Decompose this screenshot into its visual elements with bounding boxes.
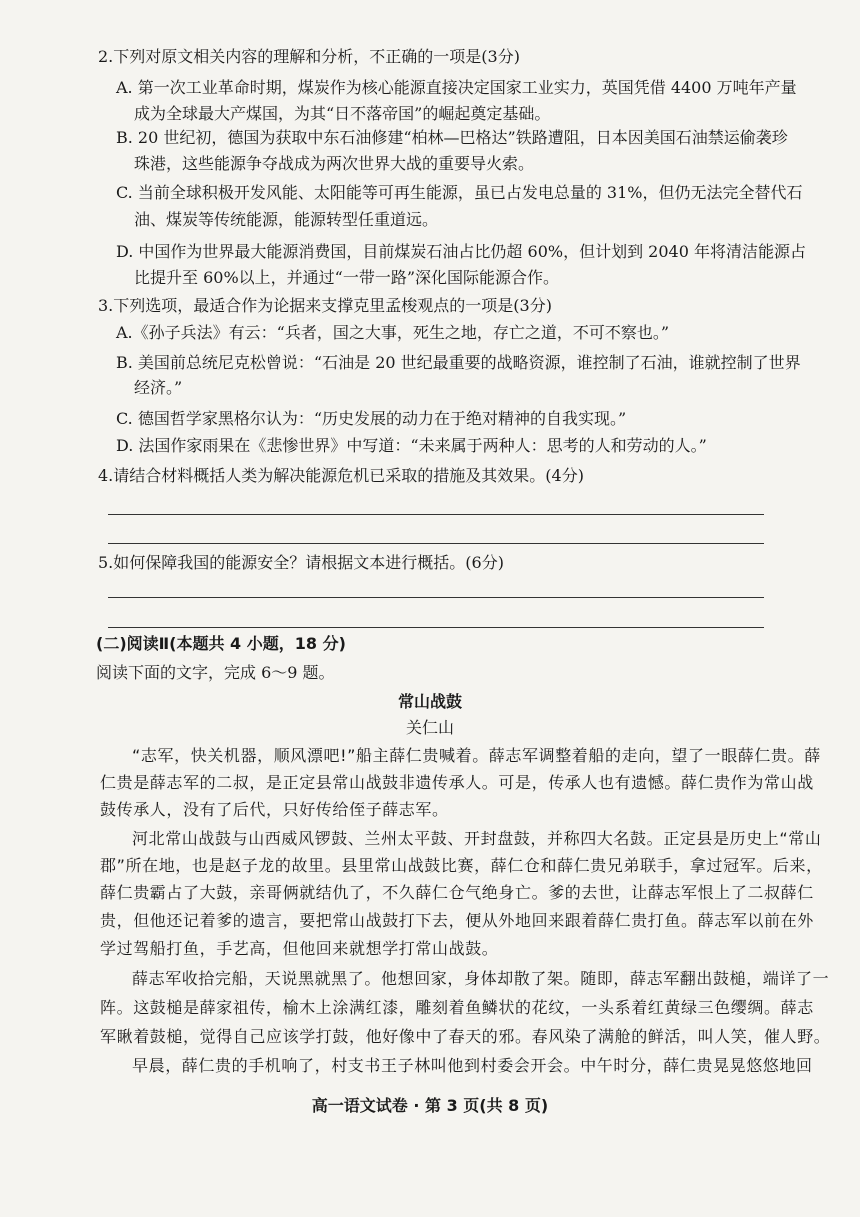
page-footer: 高一语文试卷 · 第 3 页(共 8 页)	[311, 1096, 549, 1115]
answer-line	[108, 597, 764, 598]
section-instruction: 阅读下面的文字，完成 6～9 题。	[96, 663, 335, 682]
question-2-option-a-cont: 成为全球最大产煤国，为其“日不落帝国”的崛起奠定基础。	[134, 104, 551, 123]
story-line: 鼓传承人，没有了后代，只好传给侄子薛志军。	[100, 800, 449, 819]
question-2-option-a: A. 第一次工业革命时期，煤炭作为核心能源直接决定国家工业实力，英国凭借 4400 万吨年产量	[116, 78, 797, 97]
answer-line	[108, 514, 764, 515]
story-line: 贵，但他还记着爹的遗言，要把常山战鼓打下去，便从外地回来跟着薛仁贵打鱼。薛志军以前在外	[100, 911, 814, 930]
story-line: 军瞅着鼓槌，觉得自己应该学打鼓，他好像中了春天的邪。春风染了满舱的鲜活，叫人笑，催人野。	[100, 1027, 831, 1046]
story-line: 早晨，薛仁贵的手机响了，村支书王子林叫他到村委会开会。中午时分，薛仁贵晃晃悠悠地回	[132, 1056, 813, 1075]
question-5-stem: 5.如何保障我国的能源安全？请根据文本进行概括。(6分)	[98, 553, 504, 572]
story-line: 河北常山战鼓与山西威风锣鼓、兰州太平鼓、开封盘鼓，并称四大名鼓。正定县是历史上“常山	[132, 829, 822, 848]
question-3-stem: 3.下列选项，最适合作为论据来支撑克里孟梭观点的一项是(3分)	[98, 296, 552, 315]
answer-line	[108, 543, 764, 544]
question-2-option-b: B. 20 世纪初，德国为获取中东石油修建“柏林—巴格达”铁路遭阻，日本因美国石油禁运偷袭珍	[116, 128, 788, 147]
question-2-option-b-cont: 珠港，这些能源争夺战成为两次世界大战的重要导火索。	[134, 154, 535, 173]
question-3-option-d: D. 法国作家雨果在《悲惨世界》中写道：“未来属于两种人：思考的人和劳动的人。”	[116, 436, 707, 455]
story-title: 常山战鼓	[397, 692, 462, 711]
question-3-option-b: B. 美国前总统尼克松曾说：“石油是 20 世纪最重要的战略资源，谁控制了石油，谁就控制了世界	[116, 353, 801, 372]
question-3-option-b-cont: 经济。”	[134, 378, 183, 397]
story-line: 郡”所在地，也是赵子龙的故里。县里常山战鼓比赛，薛仁仓和薛仁贵兄弟联手，拿过冠军。后来，	[100, 856, 823, 875]
story-line: 薛志军收拾完船，天说黑就黑了。他想回家，身体却散了架。随即，薛志军翻出鼓槌，端详了一	[132, 969, 830, 988]
story-line: 仁贵是薛志军的二叔，是正定县常山战鼓非遗传承人。可是，传承人也有遗憾。薛仁贵作为常山战	[100, 773, 814, 792]
section-heading: (二)阅读Ⅱ(本题共 4 小题，18 分)	[96, 634, 346, 653]
question-4-stem: 4.请结合材料概括人类为解决能源危机已采取的措施及其效果。(4分)	[98, 466, 584, 485]
story-line: 薛仁贵霸占了大鼓，亲哥俩就结仇了，不久薛仁仓气绝身亡。爹的去世，让薛志军恨上了二叔薛仁	[100, 883, 814, 902]
answer-line	[108, 627, 764, 628]
question-2-option-d: D. 中国作为世界最大能源消费国，目前煤炭石油占比仍超 60%，但计划到 2040 年将清洁能源占	[116, 242, 806, 261]
question-3-option-a: A.《孙子兵法》有云：“兵者，国之大事，死生之地，存亡之道，不可不察也。”	[116, 323, 670, 342]
story-line: 阵。这鼓槌是薛家祖传，榆木上涂满红漆，雕刻着鱼鳞状的花纹，一头系着红黄绿三色缨绸。薛志	[100, 998, 814, 1017]
story-line: 学过驾船打鱼，手艺高，但他回来就想学打常山战鼓。	[100, 939, 499, 958]
story-author: 关仁山	[405, 718, 454, 737]
question-2-option-c-cont: 油、煤炭等传统能源，能源转型任重道远。	[134, 210, 439, 229]
question-3-option-c: C. 德国哲学家黑格尔认为：“历史发展的动力在于绝对精神的自我实现。”	[116, 409, 627, 428]
story-line: “志军，快关机器，顺风漂吧!”船主薛仁贵喊着。薛志军调整着船的走向，望了一眼薛仁贵。薛	[132, 746, 821, 765]
question-2-stem: 2.下列对原文相关内容的理解和分析，不正确的一项是(3分)	[98, 47, 520, 66]
question-2-option-d-cont: 比提升至 60%以上，并通过“一带一路”深化国际能源合作。	[134, 268, 560, 287]
question-2-option-c: C. 当前全球积极开发风能、太阳能等可再生能源，虽已占发电总量的 31%，但仍无法完全替代石	[116, 183, 803, 202]
